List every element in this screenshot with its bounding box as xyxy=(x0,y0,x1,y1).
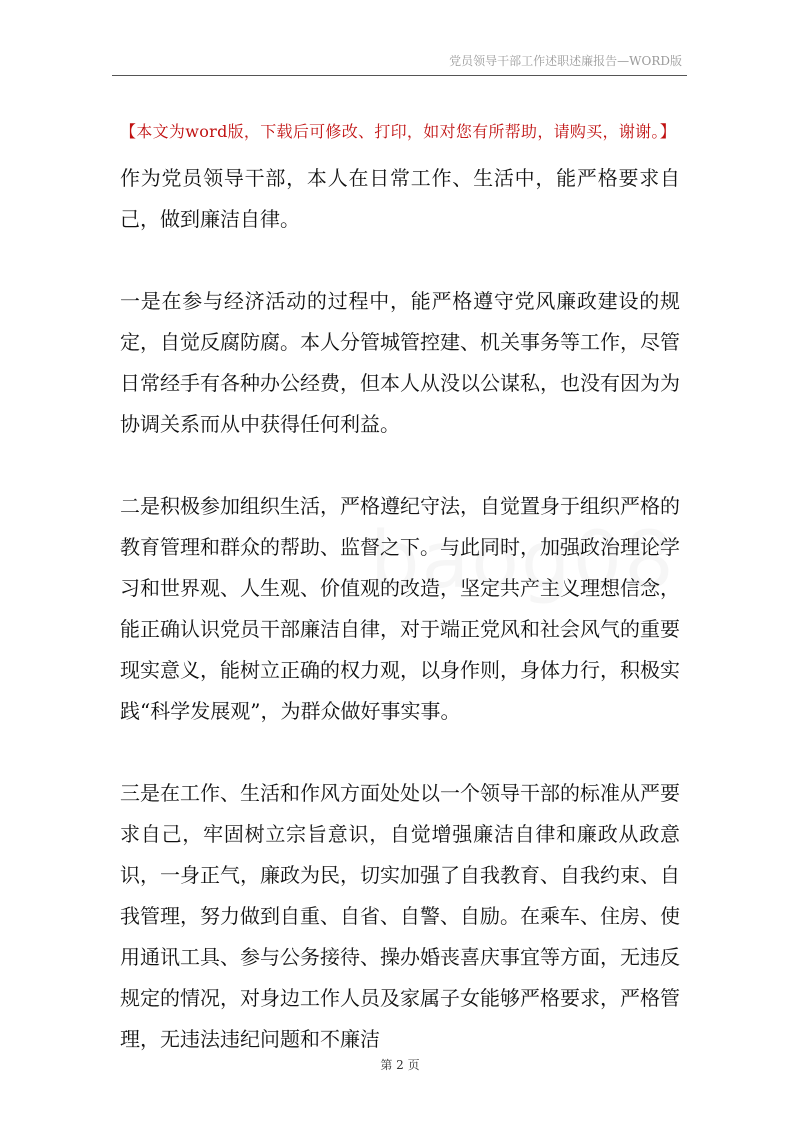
page-header-title: 党员领导干部工作述职述廉报告—WORD版 xyxy=(449,54,682,68)
paragraph-gap xyxy=(120,445,680,486)
download-notice: 【本文为word版，下载后可修改、打印，如对您有所帮助，请购买，谢谢。】 xyxy=(120,122,677,141)
paragraph-gap xyxy=(120,732,680,773)
paragraph-three: 三是在工作、生活和作风方面处处以一个领导干部的标准从严要求自己，牢固树立宗旨意识，自觉增强廉洁自律和廉政从政意识，一身正气，廉政为民，切实加强了自我教育、自我约束、自我管理，努力做到自重、自省、自警、自励。在乘车、住房、使用通讯工具、参与公务接待、操办婚丧喜庆事宜等方面，无违反规定的情况，对身边工作人员及家属子女能够严格要求，严格管理，无违法违纪问题和不廉洁 xyxy=(120,781,680,1051)
document-body xyxy=(120,158,680,1060)
paragraph-intro: 作为党员领导干部，本人在日常工作、生活中，能严格要求自己，做到廉洁自律。 xyxy=(120,166,680,231)
paragraph-one: 一是在参与经济活动的过程中，能严格遵守党风廉政建设的规定，自觉反腐防腐。本人分管城管控建、机关事务等工作，尽管日常经手有各种办公经费，但本人从没以公谋私，也没有因为为协调关系而从中获得任何利益。 xyxy=(120,289,680,436)
page-number: 第 2 页 xyxy=(380,1058,420,1072)
paragraph-two: 二是积极参加组织生活，严格遵纪守法，自觉置身于组织严格的教育管理和群众的帮助、监督之下。与此同时，加强政治理论学习和世界观、人生观、价值观的改造，坚定共产主义理想信念，能正确认识党员干部廉洁自律，对于端正党风和社会风气的重要现实意义，能树立正确的权力观，以身作则，身体力行，积极实践“科学发展观”，为群众做好事实事。 xyxy=(120,494,680,723)
header-divider xyxy=(112,75,687,76)
paragraph-gap xyxy=(120,240,680,281)
